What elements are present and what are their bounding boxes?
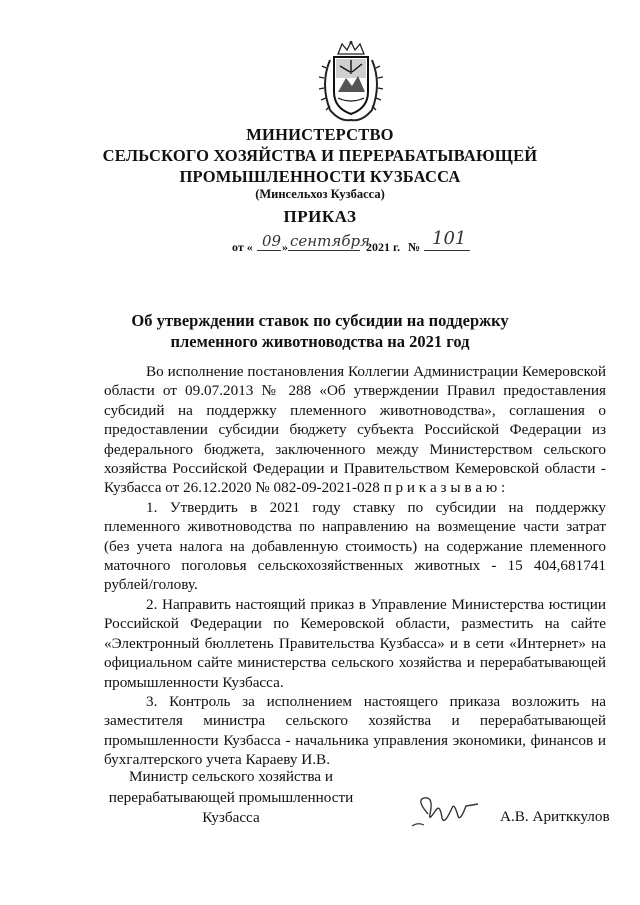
ministry-abbreviation: (Минсельхоз Кузбасса) (255, 187, 385, 201)
date-month: сентября (290, 232, 371, 250)
order-number: 101 (432, 228, 467, 249)
date-year: 2021 г. (366, 240, 401, 254)
coat-of-arms-emblem (316, 40, 386, 124)
ministry-line-1: МИНИСТЕРСТВО (246, 125, 394, 144)
signatory-name: А.В. Аритккулов (500, 808, 610, 825)
document-type-title: ПРИКАЗ (283, 207, 357, 226)
date-prefix: от « (232, 240, 253, 254)
position-line-2: перерабатывающей промышленности (108, 788, 354, 806)
paragraph-item-1: 1. Утвердить в 2021 году ставку по субсидии на поддержку племенного животноводства по направлению на возмещение части затрат (без учета налога на добавленную стоимость) на содержание племенного маточного поголовья сельскохозяйственных животных - 15 404,681741 рублей/голову. (104, 498, 606, 594)
subject-line-1: Об утверждении ставок по субсидии на поддержку (131, 311, 509, 330)
order-subject (0, 310, 640, 352)
position-line-3: Кузбасса (202, 809, 260, 826)
ministry-name (0, 124, 640, 187)
position-line-1: Министр сельского хозяйства и (129, 768, 333, 785)
date-day: 09 (262, 232, 282, 250)
ministry-line-2: СЕЛЬСКОГО ХОЗЯЙСТВА И ПЕРЕРАБАТЫВАЮЩЕЙ (102, 146, 538, 165)
date-separator: » (282, 240, 288, 254)
paragraph-item-3: 3. Контроль за исполнением настоящего приказа возложить на заместителя министра сельского хозяйства и перерабатывающей промышленности Кузбасса - начальника управления экономики, финансов и бухгалтерского учета Караеву И.В. (104, 692, 606, 769)
paragraph-preamble: Во исполнение постановления Коллегии Администрации Кемеровской области от 09.07.2013 № 288 «Об утверждении Правил предоставления субсидий на поддержку племенного животноводства», соглашения о предоставлении субсидии бюджету субъекта Российской Федерации из федерального бюджета, заключенного между Министерством сельского хозяйства Российской Федерации и Правительством Кемеровской области - Кузбасса от 26.12.2020 № 082-09-2021-028 п р и к а з ы в а ю : (104, 363, 606, 497)
ministry-line-3: ПРОМЫШЛЕННОСТИ КУЗБАССА (179, 167, 461, 186)
signatory-position (104, 767, 358, 829)
order-body (104, 362, 606, 770)
number-sign: № (408, 240, 421, 254)
paragraph-item-2: 2. Направить настоящий приказ в Управление Министерства юстиции Российской Федерации по Кемеровской области, разместить на сайте «Электронный бюллетень Правительства Кузбасса» и в сети «Интернет» на официальном сайте министерства сельского хозяйства и перерабатывающей промышленности Кузбасса. (104, 595, 606, 691)
date-number-line (232, 228, 492, 256)
subject-line-2: племенного животноводства на 2021 год (170, 332, 470, 351)
handwritten-signature (408, 792, 488, 832)
